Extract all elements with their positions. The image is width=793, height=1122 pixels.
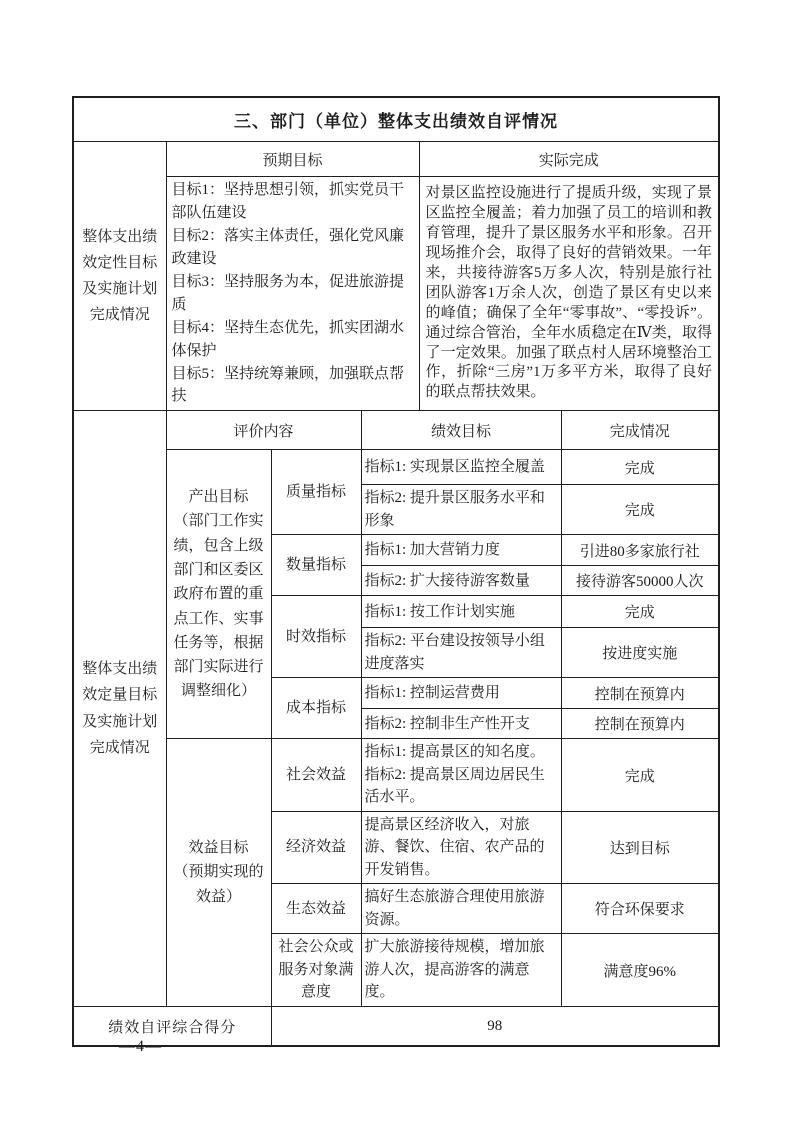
completion-cell: 完成 [561, 450, 719, 485]
completion-cell: 控制在预算内 [561, 709, 719, 739]
category-social-benefit: 社会效益 [271, 739, 361, 812]
target-cell: 指标2: 平台建设按领导小组进度落实 [361, 628, 561, 678]
target-line: 指标2: 提高景区周边居民生活水平。 [364, 766, 545, 806]
completion-status-header: 完成情况 [561, 411, 719, 450]
completion-cell: 满意度96% [561, 934, 719, 1007]
score-value: 98 [271, 1006, 719, 1046]
output-group-title: 产出目标 [188, 489, 249, 506]
completion-cell: 达到目标 [561, 811, 719, 884]
target-cell: 指标1: 按工作计划实施 [361, 596, 561, 628]
goal-item: 目标4：坚持生态优先，抓实团湖水体保护 [171, 319, 405, 359]
target-cell: 指标1: 实现景区监控全履盖 [361, 450, 561, 485]
goal-item: 目标3：坚持服务为本，促进旅游提质 [171, 273, 405, 313]
target-cell: 指标1: 控制运营费用 [361, 678, 561, 709]
actual-completion-header: 实际完成 [419, 142, 719, 177]
expected-goals-cell [166, 177, 419, 411]
output-group-cell [166, 450, 271, 739]
target-cell: 指标2: 扩大接待游客数量 [361, 566, 561, 596]
target-cell: 指标1: 加大营销力度 [361, 535, 561, 566]
goal-item: 目标5：坚持统筹兼顾，加强联点帮扶 [171, 365, 405, 405]
benefit-group-title: 效益目标 [188, 840, 249, 857]
completion-cell: 符合环保要求 [561, 884, 719, 934]
category-public-satisfaction: 社会公众或服务对象满意度 [271, 934, 361, 1007]
target-line: 指标1: 提高景区的知名度。 [364, 744, 545, 761]
completion-cell: 接待游客50000人次 [561, 566, 719, 596]
eval-content-header: 评价内容 [166, 411, 361, 450]
target-cell: 扩大旅游接待规模，增加旅游人次，提高游客的满意度。 [361, 934, 561, 1007]
completion-cell: 完成 [561, 739, 719, 812]
category-quantity: 数量指标 [271, 535, 361, 596]
score-label: 绩效自评综合得分 [73, 1006, 271, 1046]
target-cell: 搞好生态旅游合理使用旅游资源。 [361, 884, 561, 934]
target-cell: 指标2: 控制非生产性开支 [361, 709, 561, 739]
goal-item: 目标2：落实主体责任，强化党风廉政建设 [171, 227, 405, 267]
category-cost: 成本指标 [271, 678, 361, 739]
completion-cell: 引进80多家旅行社 [561, 535, 719, 566]
performance-self-eval-table [72, 96, 720, 1047]
category-ecological-benefit: 生态效益 [271, 884, 361, 934]
target-cell: 指标2: 提升景区服务水平和形象 [361, 485, 561, 535]
target-cell: 提高景区经济收入，对旅游、餐饮、住宿、农产品的开发销售。 [361, 811, 561, 884]
category-quality: 质量指标 [271, 450, 361, 535]
completion-cell: 按进度实施 [561, 628, 719, 678]
quantitative-section-label: 整体支出绩效定量目标及实施计划完成情况 [73, 411, 166, 1007]
goal-item: 目标1：坚持思想引领，抓实党员干部队伍建设 [171, 182, 405, 221]
benefit-group-cell [166, 739, 271, 1007]
completion-cell: 控制在预算内 [561, 678, 719, 709]
completion-cell: 完成 [561, 596, 719, 628]
category-economic-benefit: 经济效益 [271, 811, 361, 884]
completion-cell: 完成 [561, 485, 719, 535]
target-cell [361, 739, 561, 812]
benefit-group-note: （预期实现的效益） [173, 864, 264, 905]
perf-target-header: 绩效目标 [361, 411, 561, 450]
expected-goal-header: 预期目标 [166, 142, 419, 177]
category-timeliness: 时效指标 [271, 596, 361, 678]
qualitative-section-label: 整体支出绩效定性目标及实施计划完成情况 [73, 142, 166, 411]
table-title: 三、部门（单位）整体支出绩效自评情况 [73, 97, 719, 142]
actual-completion-cell: 对景区监控设施进行了提质升级，实现了景区监控全履盖；着力加强了员工的培训和教育管理，提升了景区服务水平和形象。召开现场推介会，取得了良好的营销效果。一年来，共接待游客5万多人次，特别是旅行社团队游客1万余人次，创造了景区有史以来的峰值；确保了全年“零事故”、“零投诉”。通过综合管治，全年水质稳定在Ⅳ类，取得了一定效果。加强了联点村人居环境整治工作，折除“三房”1万多平方米，取得了良好的联点帮扶效果。 [419, 177, 719, 411]
page-number: —4— [119, 1038, 162, 1055]
output-group-note: （部门工作实绩，包含上级部门和区委区政府布置的重点工作、实事任务等，根据部门实际进行调整细化） [173, 513, 264, 700]
